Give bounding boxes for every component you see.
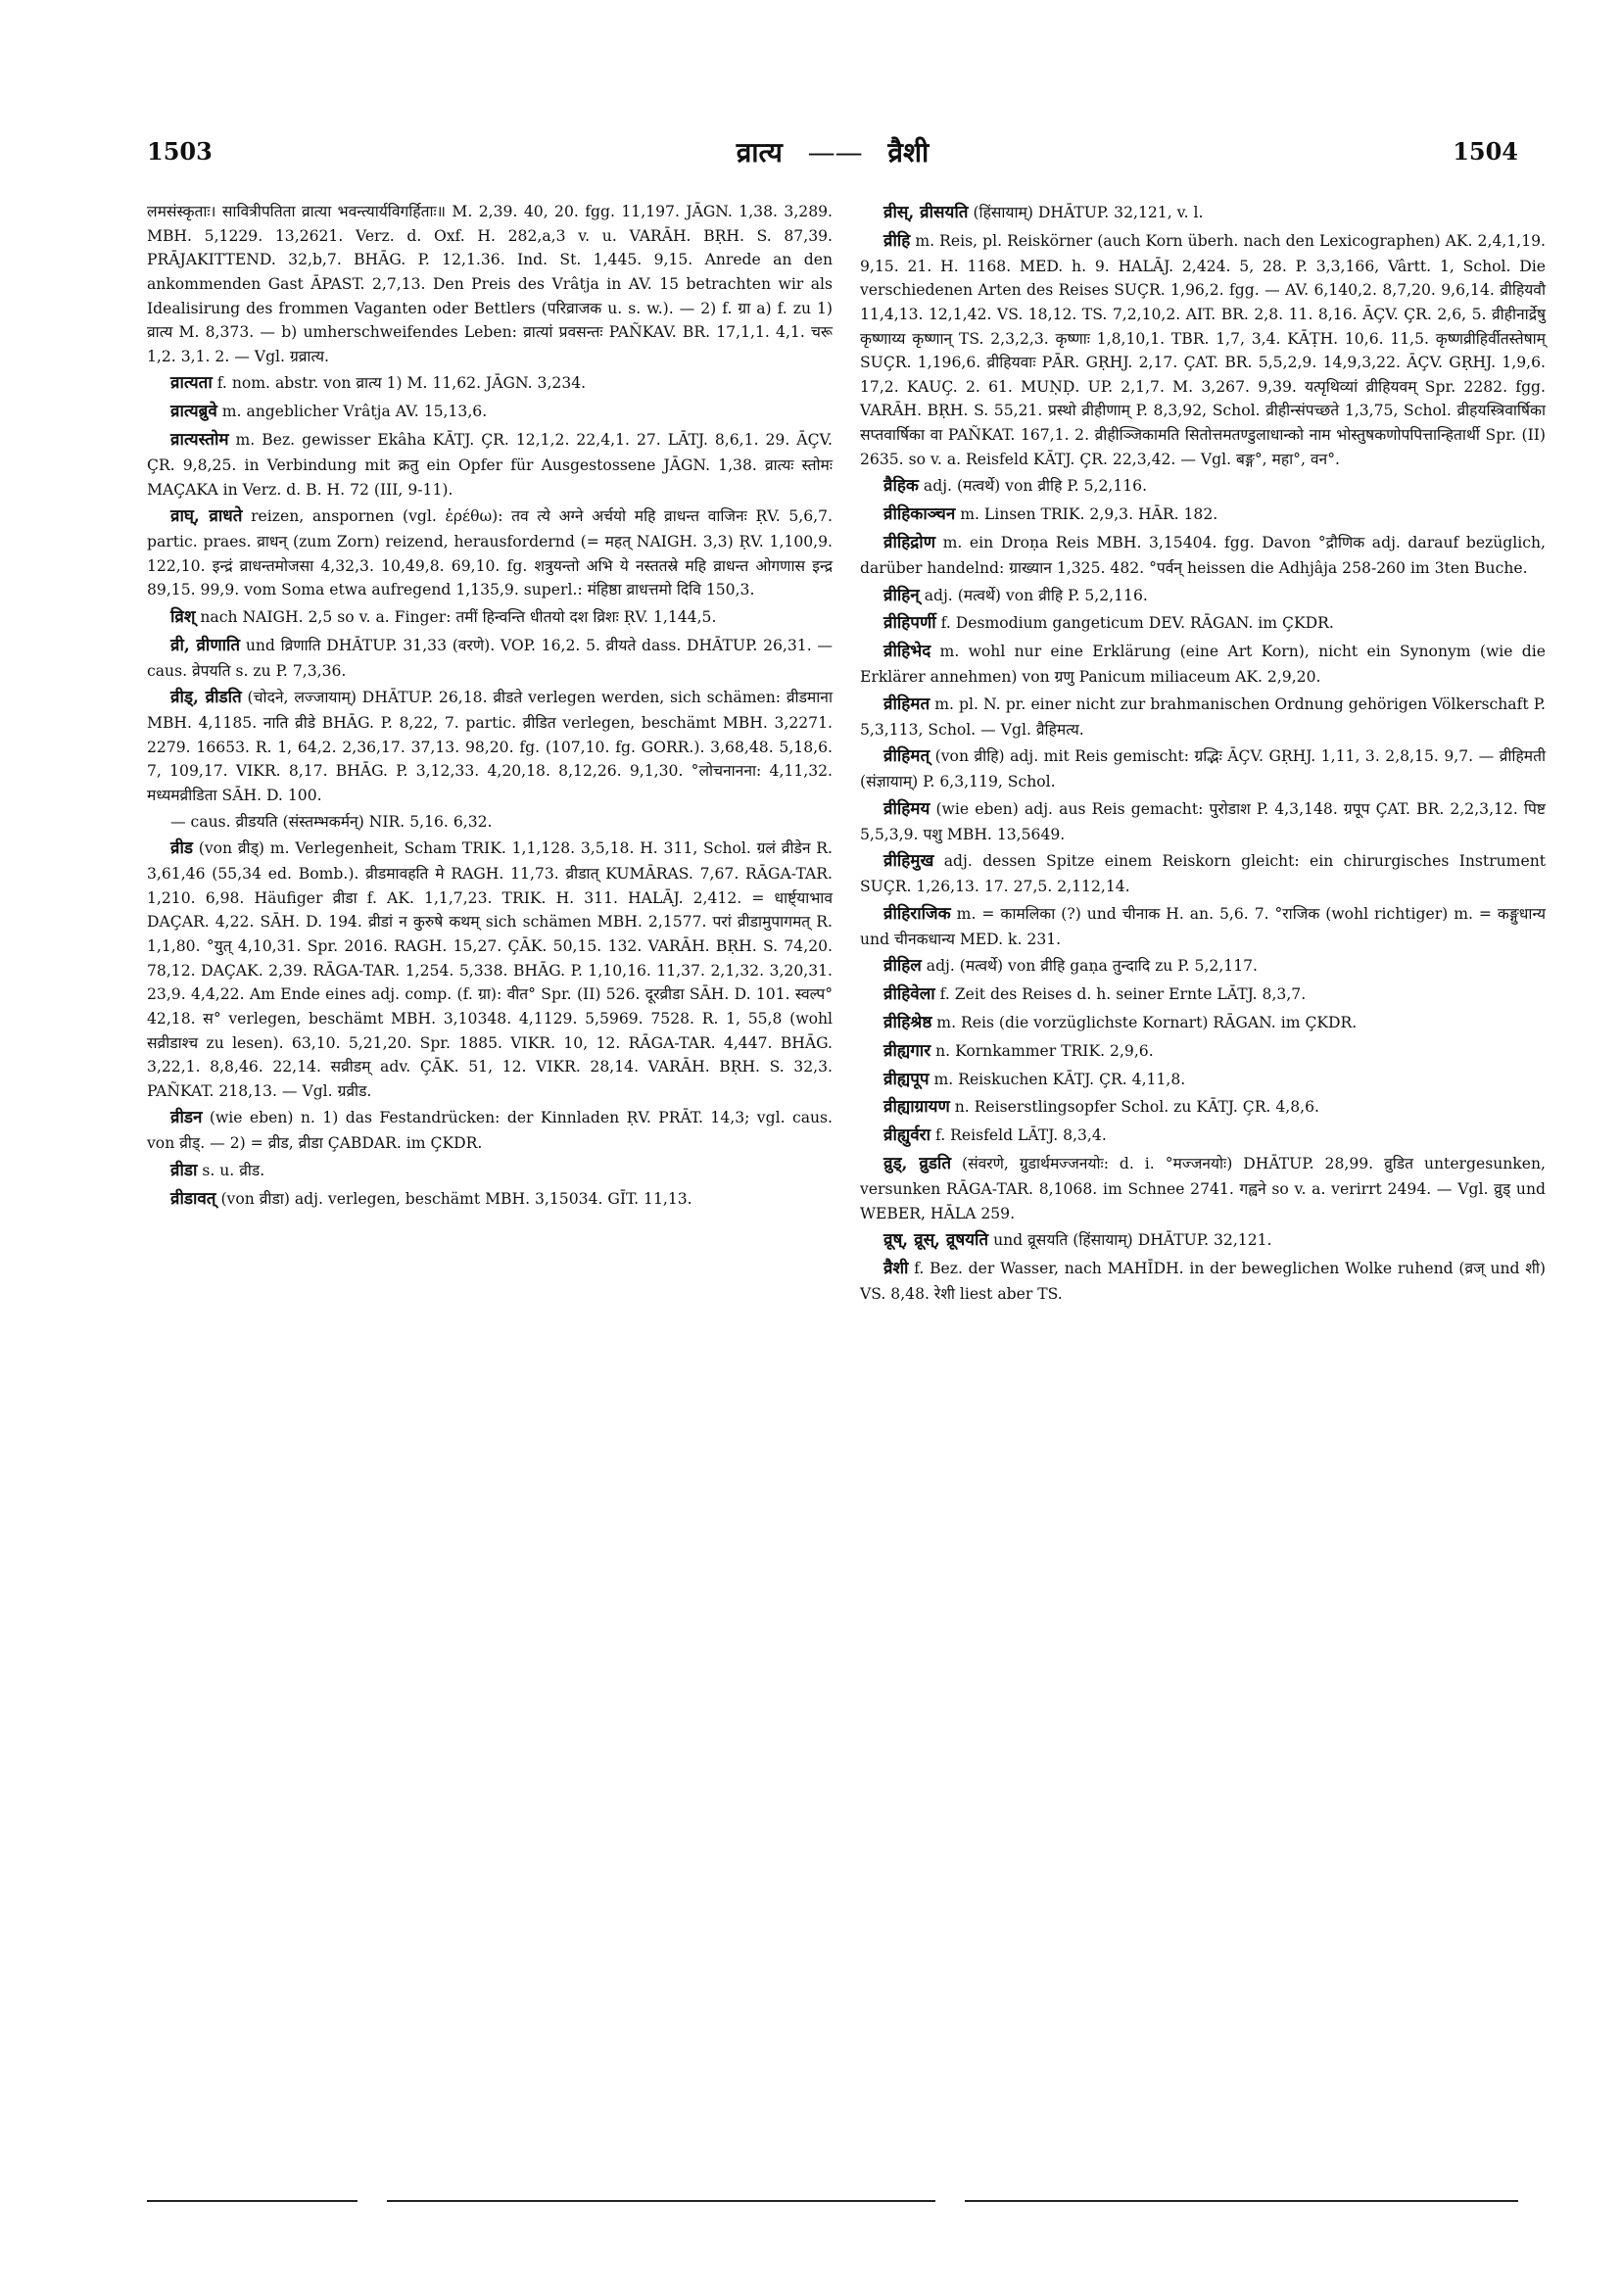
dictionary-entry (147, 604, 833, 631)
entry-headword: व्रात्यस्तोम (170, 430, 229, 451)
entry-headword: व्रीह्यपूप (883, 1069, 930, 1089)
entry-headword: व्रीहिद्रोण (883, 533, 936, 553)
entry-text: adj. (मत्वर्थे) von व्रीहि P. 5,2,116. (918, 477, 1148, 496)
entry-headword: व्रीहिश्रेष्ठ (883, 1012, 932, 1032)
entry-text: (हिंसायाम्) DHĀTUP. 32,121, v. l. (968, 204, 1204, 221)
entry-headword: व्रीह्युर्वरा (883, 1125, 931, 1146)
dictionary-entry (147, 836, 833, 1103)
entry-text: (von व्रीडा) adj. verlegen, beschämt MBH. 3,15034. GĪT. 11,13. (215, 1189, 692, 1208)
entry-text: m. wohl nur eine Erklärung (eine Art Korn), nicht ein Synonym (wie die Erklärer annehmen) von ग्रणु Panicum miliaceum AK. 2,9,20. (860, 643, 1546, 687)
dictionary-entry (860, 530, 1546, 580)
dictionary-entry (147, 685, 833, 807)
running-head-to: व्रैशी (887, 136, 930, 168)
footer-rule (387, 2200, 935, 2202)
dictionary-entry (860, 743, 1546, 793)
dictionary-entry (147, 200, 833, 368)
entry-text: n. Reiserstlingsopfer Schol. zu KĀTJ. ÇR. 4,8,6. (949, 1098, 1319, 1117)
dictionary-entry (147, 399, 833, 425)
entry-headword: व्रीह्याग्रायण (883, 1097, 950, 1118)
dictionary-entry (147, 427, 833, 502)
entry-text: nach NAIGH. 2,5 so v. a. Finger: तमीं हिन्वन्ति धीतयो दश व्रिशः ṚV. 1,144,5. (195, 607, 717, 626)
dictionary-entry (147, 503, 833, 602)
page-number-left: 1503 (147, 137, 213, 166)
dictionary-entry (860, 1123, 1546, 1149)
page-number-right: 1504 (1453, 137, 1518, 166)
entry-headword: व्रीडावत् (170, 1188, 216, 1209)
dictionary-entry (860, 583, 1546, 609)
entry-text: f. Reisfeld LĀTJ. 8,3,4. (930, 1126, 1107, 1145)
dictionary-entry (860, 1227, 1546, 1254)
entry-text: m. Reis (die vorzüglichste Kornart) RĀGAN. im ÇKDR. (931, 1013, 1358, 1031)
entry-text: adj. (मत्वर्थे) von व्रीहि P. 5,2,116. (919, 586, 1148, 604)
running-head (147, 133, 1518, 170)
dictionary-entry (860, 981, 1546, 1008)
dictionary-entry (860, 1094, 1546, 1121)
entry-headword: व्री, व्रीणाति (170, 635, 241, 655)
page-header (147, 133, 1518, 176)
entry-headword: व्रीडन (170, 1108, 203, 1128)
dictionary-entry (860, 228, 1546, 471)
entry-text: reizen, anspornen (vgl. ἐρέθω): तव त्ये अग्ने अर्चयो महि व्राधन्त वाजिनः ṚV. 5,6,7. partic. praes. व्राधन् (zum Zorn) reizend, herausfordernd (= महत् NAIGH. 3,3) ṚV. 1,100,9. 122,10. इन्द्रं व्राधन्तमोजसा 4,32,3. 10,49,8. 69,10. fg. शत्रुयन्तो अभि ये नस्ततस्रे महि व्राधन्त ओगणास इन्द्र 89,15. 99,9. vom Soma etwa aufregend 1,135,9. superl.: मंहिष्ठा व्राधत्तमो दिवि 150,3. (147, 507, 833, 599)
entry-text: (wie eben) n. 1) das Festandrücken: der Kinnladen ṚV. PRĀT. 14,3; vgl. caus. von व्रीड्. — 2) = व्रीड, व्रीडा ÇABDAR. im ÇKDR. (147, 1109, 833, 1153)
entry-text: f. Bez. der Wasser, nach MAHĪDH. in der beweglichen Wolke ruhend (व्रज् und शी) VS. 8,48. रेशी liest aber TS. (860, 1260, 1546, 1304)
dictionary-entry (860, 1256, 1546, 1306)
dictionary-entry (860, 610, 1546, 637)
entry-headword: व्रात्यता (170, 373, 213, 394)
entry-text: adj. (मत्वर्थे) von व्रीहि gaṇa तुन्दादि zu P. 5,2,117. (921, 957, 1259, 976)
entry-headword: व्रीहिभेद (883, 642, 931, 662)
entry-text: m. angeblicher Vrâtja AV. 15,13,6. (216, 403, 488, 421)
entry-text: m. Reis, pl. Reiskörner (auch Korn überh. nach den Lexicographen) AK. 2,4,1,19. 9,15. 21. H. 1168. MED. h. 9. HALĀJ. 2,424. 5, 28. P. 3,3,166, Vârtt. 1, Schol. Die verschiedenen Arten des Reises SUÇR. 1,96,2. fgg. — AV. 6,140,2. 8,7,20. 9,6,14. व्रीहियवौ 11,4,13. 12,1,42. VS. 18,12. TS. 7,2,10,2. AIT. BR. 2,8. 11. 8,16. ĀÇV. ÇR. 2,6, 5. व्रीहीनार्द्रेषु कृष्णाय्य कृष्णान् TS. 2,3,2,3. कृष्णाः 1,8,10,1. TBR. 1,7, 3,4. KĀṬH. 10,6. 11,5. कृष्णव्रीहिर्वीतस्तेषाम् SUÇR. 1,196,6. व्रीहियवाः PĀR. GṚHJ. 2,17. ÇAT. BR. 5,5,2,9. 14,9,3,22. ĀÇV. GṚHJ. 1,9,6. 17,2. KAUÇ. 2. 61. MUṆḌ. UP. 2,1,7. M. 3,267. 9,39. यत्पृथिव्यां व्रीहियवम् Spr. 2282. fgg. VARĀH. BṚH. S. 55,21. प्रस्थो व्रीहीणाम् P. 8,3,92, Schol. व्रीहीन्संपच्छते 1,3,75, Schol. व्रीहयस्त्रिवार्षिका सप्तवार्षिका वा PAÑKAT. 167,1. 2. व्रीहीञ्जिकामति सितोत्तमतण्डुलाधान्को नाम भोस्तुषकणोपपित्तान्हितार्थी Spr. (II) 2635. so v. a. Reisfeld KĀTJ. ÇR. 22,3,42. — Vgl. बङ्ग°, महा°, वन°. (860, 231, 1546, 468)
entry-text: m. Linsen TRIK. 2,9,3. HĀR. 182. (955, 505, 1218, 524)
entry-text: (चोदने, लज्जायाम्) DHĀTUP. 26,18. व्रीडते verlegen werden, sich schämen: व्रीडमाना MBH. 4,1185. नाति व्रीडे BHĀG. P. 8,22, 7. partic. व्रीडित verlegen, beschämt MBH. 3,2271. 2279. 16653. R. 1, 64,2. 2,36,17. 37,13. 98,20. fg. (107,10. fg. GORR.). 3,68,48. 5,18,6. 7, 109,17. VIKR. 8,17. BHĀG. P. 3,12,33. 4,20,18. 8,12,26. 9,1,30. °लोचनानना: 4,11,32. मध्यमव्रीडिता SĀH. D. 100. (147, 689, 833, 805)
entry-headword: व्रीहिवेला (883, 984, 935, 1005)
dictionary-entry (860, 473, 1546, 500)
entry-text: लमसंस्कृताः। सावित्रीपतिता व्रात्या भवन्त्यार्यविगर्हिताः॥ M. 2,39. 40, 20. fgg. 11,197. JĀGN. 1,38. 3,289. MBH. 5,1229. 13,2621. Verz. d. Oxf. H. 282,a,3 v. u. VARĀH. BṚH. S. 87,39. PRĀJAKITTEND. 32,b,7. BHĀG. P. 12,1.36. Ind. St. 1,445. 9,15. Anrede an den ankommenden Gast ĀPAST. 2,7,13. Den Preis des Vrâtja in AV. 15 betrachten wir als Idealisirung des frommen Vaganten oder Bettlers (परिव्राजक u. s. w.). — 2) f. ग्रा a) f. zu 1) व्रात्य M. 8,373. — b) umherschweifendes Leben: व्रात्यां प्रवसन्तः PAÑKAV. BR. 17,1,1. 4,1. चरू 1,2. 3,1. 2. — Vgl. ग्रव्रात्य. (147, 203, 833, 365)
entry-text: (von व्रीहि) adj. mit Reis gemischt: ग्रद्भिः ĀÇV. GṚHJ. 1,11, 3. 2,8,15. 9,7. — व्रीहिमती (संज्ञायाम्) P. 6,3,119, Schol. (860, 747, 1546, 791)
dictionary-entry (147, 810, 833, 835)
running-head-dash: —— (807, 136, 863, 168)
entry-text: (संवरणे, ग्रुडार्थमज्जनयोः: d. i. °मज्जनयोः) DHĀTUP. 28,99. व्रुडित untergesunken, versunken RĀGA-TAR. 8,1068. im Schnee 2741. गह्वने so v. a. verirrt 2494. — Vgl. व्रुड् und WEBER, HĀLA 259. (860, 1155, 1546, 1222)
dictionary-entry (860, 796, 1546, 846)
entry-text: f. nom. abstr. von व्रात्य 1) M. 11,62. JĀGN. 3,234. (212, 374, 587, 393)
dictionary-entry (860, 639, 1546, 689)
entry-headword: व्राघ्, व्राधते (170, 506, 243, 527)
dictionary-entry (860, 200, 1546, 226)
entry-headword: व्रीहिपर्णी (883, 613, 936, 634)
dictionary-entry (147, 370, 833, 397)
dictionary-entry (860, 1151, 1546, 1225)
entry-headword: व्रीहिमय (883, 798, 930, 819)
entry-text: m. pl. N. pr. einer nicht zur brahmanischen Ordnung gehörigen Völkerschaft P. 5,3,113, Schol. — Vgl. व्रैहिमत्य. (860, 694, 1546, 739)
right-column (860, 200, 1546, 1309)
entry-headword: व्रैशी (883, 1259, 909, 1279)
entry-headword: व्रिश् (170, 606, 196, 627)
dictionary-entry (147, 633, 833, 683)
running-head-from: व्रात्य (736, 136, 783, 168)
entry-text: und व्रूसयति (हिंसायाम्) DHĀTUP. 32,121. (988, 1231, 1272, 1250)
entry-headword: व्रुड्, व्रुडति (883, 1154, 952, 1174)
entry-text: s. u. व्रीड. (197, 1161, 265, 1179)
entry-headword: व्रीहिराजिक (883, 903, 951, 924)
dictionary-entry (860, 901, 1546, 951)
entry-text: f. Zeit des Reises d. h. seiner Ernte LĀTJ. 8,3,7. (934, 985, 1307, 1004)
entry-text: und व्रिणाति DHĀTUP. 31,33 (वरणे). VOP. 16,2. 5. व्रीयते dass. DHĀTUP. 26,31. — caus. व्रेपयति s. zu P. 7,3,36. (147, 636, 833, 680)
footer-rule (965, 2200, 1518, 2202)
dictionary-entry (860, 953, 1546, 980)
entry-headword: व्रीडा (170, 1160, 198, 1180)
entry-text: — caus. व्रीडयति (संस्तम्भकर्मन्) NIR. 5,16. 6,32. (170, 812, 493, 831)
entry-text: m. ein Droṇa Reis MBH. 3,15404. fgg. Davon °द्रौणिक adj. darauf bezüglich, darüber handelnd: ग्राख्यान 1,325. 482. °पर्वन् heissen die Adhjâja 258-260 im 3ten Buche. (860, 534, 1546, 577)
dictionary-entry (860, 692, 1546, 741)
footer-rule (147, 2200, 358, 2202)
dictionary-entry (860, 1067, 1546, 1093)
entry-headword: व्रीड्, व्रीडति (170, 688, 242, 708)
dictionary-entry (860, 502, 1546, 528)
entry-headword: व्रीहिन् (883, 585, 920, 605)
entry-text: m. Bez. gewisser Ekâha KĀTJ. ÇR. 12,1,2. 22,4,1. 27. LĀTJ. 8,6,1. 29. ĀÇV. ÇR. 9,8,25. in Verbindung mit क्रतु ein Opfer für Ausgestossene JĀGN. 1,38. व्रात्यः स्तोमः MAÇAKA in Verz. d. B. H. 72 (III, 9-11). (147, 431, 833, 499)
entry-text: adj. dessen Spitze einem Reiskorn gleicht: ein chirurgisches Instrument SUÇR. 1,26,13. 17. 27,5. 2,112,14. (860, 852, 1546, 896)
dictionary-entry (860, 848, 1546, 898)
entry-headword: व्रीहिल (883, 956, 922, 977)
entry-headword: व्रीहिकाञ्चन (883, 504, 956, 525)
entry-headword: व्रीस्, व्रीसयति (883, 203, 969, 222)
entry-text: m. = कामलिका (?) und चीनाक H. an. 5,6. 7. °राजिक (wohl richtiger) m. = कङ्गुधान्य und चीनकधान्य MED. k. 231. (860, 904, 1546, 948)
dictionary-entry (860, 1010, 1546, 1036)
entry-text: m. Reiskuchen KĀTJ. ÇR. 4,11,8. (929, 1070, 1186, 1088)
entry-headword: व्रीह्यगार (883, 1040, 931, 1061)
entry-headword: व्रैहिक (883, 476, 919, 497)
entry-text: f. Desmodium gangeticum DEV. RĀGAN. im ÇKDR. (935, 614, 1334, 633)
entry-text: (von व्रीड्) m. Verlegenheit, Scham TRIK. 1,1,128. 3,5,18. H. 311, Schol. ग्रलं व्रीडेन R. 3,61,46 (55,34 ed. Bomb.). व्रीडमावहति मे RAGH. 11,73. व्रीडात् KUMĀRAS. 7,67. RĀGA-TAR. 1,210. 6,98. Häufiger व्रीडा f. AK. 1,1,7,23. TRIK. H. 311. HALĀJ. 2,412. = धार्ष्ट्याभाव DAÇAR. 4,22. SĀH. D. 194. व्रीडां न कुरुषे कथम् sich schämen MBH. 2,1577. परां व्रीडामुपागमत् R. 1,1,80. °युत् 4,10,31. Spr. 2016. RAGH. 15,27. ÇĀK. 50,15. 132. VARĀH. BṚH. S. 74,20. 78,12. DAÇAK. 2,39. RĀGA-TAR. 1,254. 5,338. BHĀG. P. 1,10,16. 11,37. 2,1,32. 3,20,31. 23,9. 4,4,22. Am Ende eines adj. comp. (f. ग्रा): वीत° Spr. (II) 526. दूरव्रीडा SĀH. D. 101. स्वल्प° 42,18. स° verlegen, beschämt MBH. 3,10348. 4,1129. 5,5969. 7528. R. 1, 55,8 (wohl सव्रीडाश्च zu lesen). 63,10. 5,21,20. Spr. 1885. VIKR. 10, 12. RĀGA-TAR. 4,447. BHĀG. 3,22,1. 8,8,46. 22,14. सव्रीडम् adv. ÇĀK. 51, 12. VIKR. 28,14. VARĀH. BṚH. S. 32,3. PAÑKAT. 218,13. — Vgl. ग्रव्रीड. (147, 839, 833, 1100)
entry-headword: व्रीहिमत (883, 694, 930, 714)
entry-headword: व्रूष्, व्रूस्, व्रूषयति (883, 1230, 989, 1251)
entry-headword: व्रीहि (883, 230, 911, 251)
dictionary-entry (860, 1038, 1546, 1065)
dictionary-entry (147, 1105, 833, 1155)
entry-headword: व्रीड (170, 838, 193, 859)
dictionary-entry (147, 1158, 833, 1184)
entry-text: n. Kornkammer TRIK. 2,9,6. (930, 1041, 1154, 1060)
entry-text: (wie eben) adj. aus Reis gemacht: पुरोडाश P. 4,3,148. ग्रपूप ÇAT. BR. 2,2,3,12. पिष्ट 5,5,3,9. पशु MBH. 13,5649. (860, 799, 1546, 843)
left-column (147, 200, 833, 1215)
dictionary-entry (147, 1186, 833, 1213)
entry-headword: व्रीहिमत् (883, 746, 930, 767)
entry-headword: व्रीहिमुख (883, 851, 934, 872)
entry-headword: व्रात्यब्रुवे (170, 402, 217, 422)
